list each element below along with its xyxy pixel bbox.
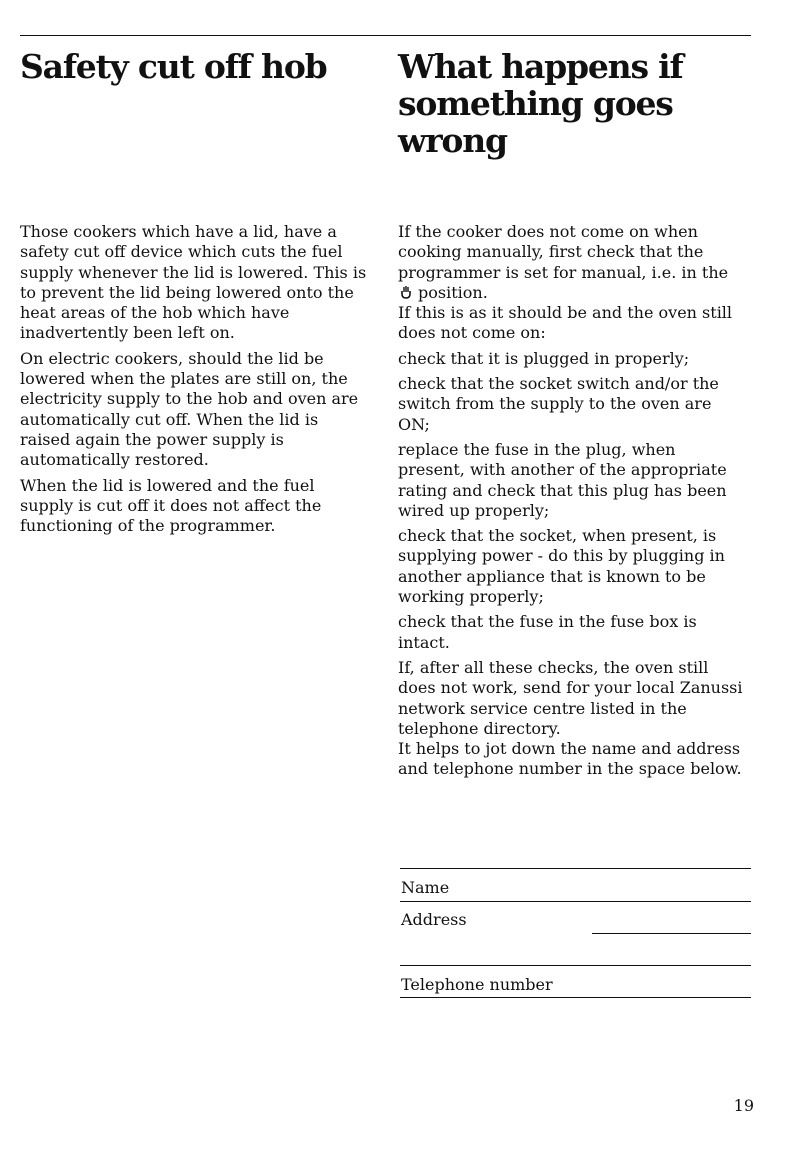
intro-paragraph	[398, 222, 743, 303]
check-item: check that the fuse in the fuse box is intact.	[398, 612, 697, 652]
troubleshooting-heading	[398, 48, 753, 159]
safety-paragraph: On electric cookers, should the lid be lowered when the plates are still on, the electricity supply to the hob and oven are automatically cut off. When the lid is raised again the power supply is automatically restored.	[20, 348, 359, 470]
check-item: check that it is plugged in properly;	[398, 348, 690, 368]
jot-down: It helps to jot down the name and address and telephone number in the space below.	[398, 739, 742, 779]
address-line[interactable]	[592, 933, 751, 934]
safety-heading: Safety cut off hob	[20, 47, 327, 86]
name-label: Name	[401, 878, 450, 897]
form-top-rule	[400, 868, 751, 869]
troubleshooting-body	[398, 222, 743, 785]
telephone-label: Telephone number	[401, 975, 553, 994]
safety-paragraph: When the lid is lowered and the fuel supply is cut off it does not affect the functioning of the programmer.	[20, 475, 322, 536]
safety-paragraph: Those cookers which have a lid, have a safety cut off device which cuts the fuel supply whenever the lid is lowered. This is to prevent the lid being lowered onto the heat areas of the hob which have inadvertently been left on.	[20, 222, 367, 343]
check-intro: If this is as it should be and the oven still does not come on:	[398, 303, 733, 343]
check-item: check that the socket, when present, is supplying power - do this by plugging in another appliance that is known to be working properly;	[398, 526, 725, 607]
name-line[interactable]	[400, 901, 751, 902]
address-line-2[interactable]	[400, 965, 751, 966]
right-column-header	[398, 48, 753, 159]
check-item: replace the fuse in the plug, when present, with another of the appropriate rating and check that this plug has been wired up properly;	[398, 439, 727, 520]
safety-body	[20, 222, 372, 541]
heading-line-1: What happens if	[398, 47, 683, 86]
top-rule	[20, 35, 751, 36]
page-number: 19	[733, 1096, 754, 1115]
address-label: Address	[401, 910, 467, 929]
hand-icon	[400, 284, 412, 298]
check-item: check that the socket switch and/or the switch from the supply to the oven are ON;	[398, 374, 719, 434]
intro-text: If the cooker does not come on when cooking manually, first check that the programmer is set for manual, i.e. in the	[398, 222, 729, 282]
heading-line-2: something goes wrong	[398, 84, 673, 160]
position-text: position.	[418, 282, 488, 302]
after-checks: If, after all these checks, the oven still does not work, send for your local Zanussi network service centre listed in the telephone directory.	[398, 657, 743, 738]
left-column-header	[20, 48, 370, 85]
telephone-line[interactable]	[400, 997, 751, 998]
